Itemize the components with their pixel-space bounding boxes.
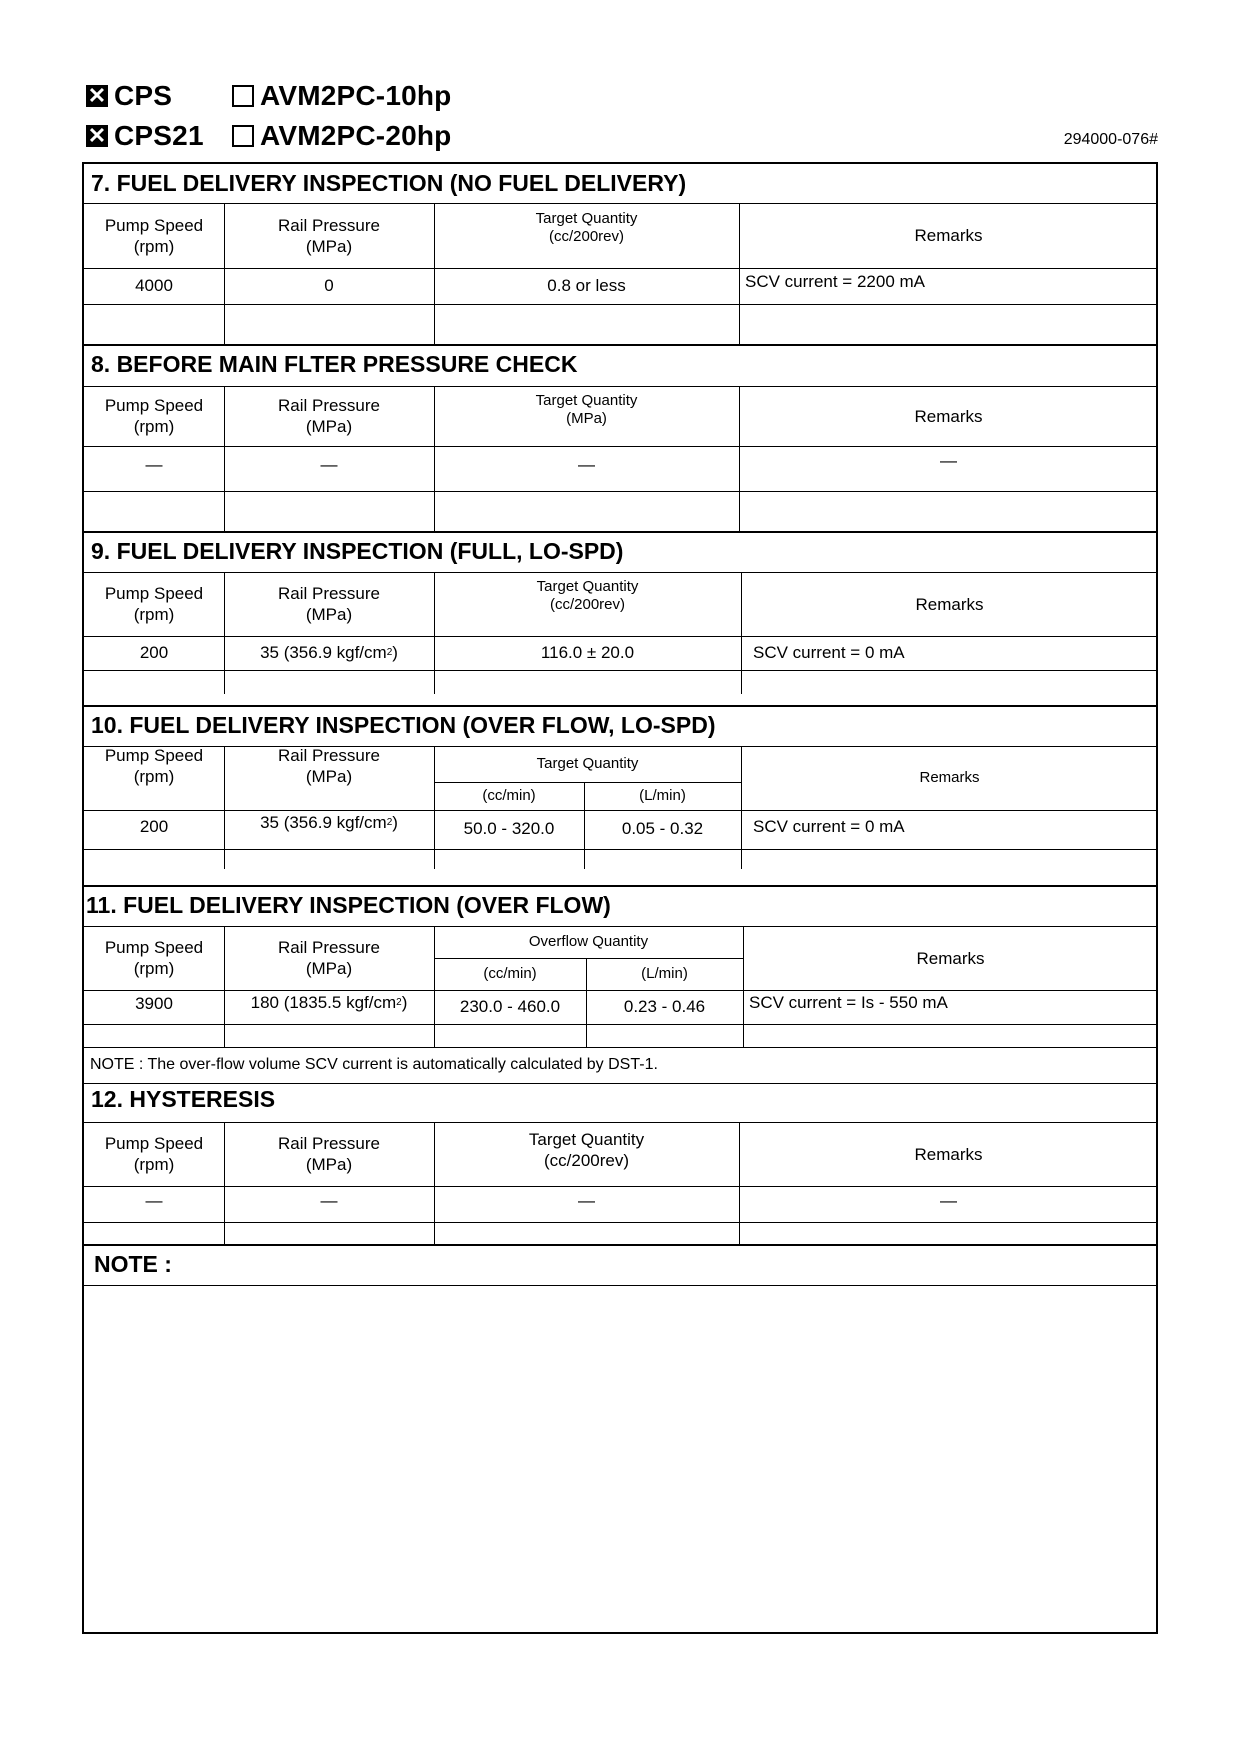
header-label: Pump Speed bbox=[104, 938, 204, 957]
value-pump-speed: — bbox=[145, 455, 163, 474]
document-number: 294000-076# bbox=[1063, 131, 1158, 148]
header-unit: (MPa) bbox=[305, 767, 353, 786]
section-7-title: 7. FUEL DELIVERY INSPECTION (NO FUEL DELIVERY) bbox=[91, 170, 687, 196]
header-unit: (MPa) bbox=[305, 1155, 353, 1174]
checkbox-checked-icon[interactable]: ✕ bbox=[87, 123, 107, 148]
header-unit: (rpm) bbox=[133, 1155, 175, 1174]
col-rail-pressure bbox=[224, 203, 434, 268]
option-label: AVM2PC-10hp bbox=[260, 80, 452, 111]
header-unit: (rpm) bbox=[133, 767, 175, 786]
header-label: Pump Speed bbox=[104, 584, 204, 603]
header-unit: (cc/200rev) bbox=[543, 1151, 630, 1170]
header-unit: (cc/200rev) bbox=[548, 228, 625, 245]
value-pump-speed: 4000 bbox=[135, 276, 173, 295]
col-target-quantity bbox=[434, 386, 739, 434]
pressure-text: ) bbox=[392, 813, 398, 832]
pressure-text: ) bbox=[392, 643, 398, 662]
col-rail-pressure bbox=[224, 386, 434, 446]
section-8-title: 8. BEFORE MAIN FLTER PRESSURE CHECK bbox=[91, 351, 578, 377]
checkbox-checked-icon[interactable]: ✕ bbox=[87, 83, 107, 108]
section-9-title: 9. FUEL DELIVERY INSPECTION (FULL, LO-SPD) bbox=[91, 538, 624, 564]
col-remarks: Remarks bbox=[914, 226, 983, 245]
header-label: Pump Speed bbox=[104, 746, 204, 765]
overflow-note: NOTE : The over-flow volume SCV current is automatically calculated by DST-1. bbox=[90, 1056, 658, 1073]
value-pump-speed: 200 bbox=[139, 817, 169, 836]
value-target-quantity: 116.0 ± 20.0 bbox=[540, 643, 635, 662]
header-label: Target Quantity bbox=[535, 392, 638, 409]
checkbox-empty-icon[interactable] bbox=[232, 125, 254, 147]
value-pump-speed: — bbox=[145, 1191, 163, 1210]
value-remarks: — bbox=[940, 1191, 957, 1210]
option-cps21[interactable] bbox=[86, 120, 204, 152]
col-remarks: Remarks bbox=[916, 948, 985, 968]
col-cc-min: (cc/min) bbox=[482, 787, 536, 804]
header-unit: (rpm) bbox=[133, 236, 175, 256]
header-label: Pump Speed bbox=[104, 396, 204, 415]
col-target-quantity bbox=[434, 203, 739, 253]
option-avm2pc-10hp[interactable] bbox=[232, 80, 452, 112]
option-avm2pc-20hp[interactable] bbox=[232, 120, 452, 152]
header-unit: (MPa) bbox=[305, 959, 353, 978]
header-label: Rail Pressure bbox=[277, 215, 381, 235]
header-label: Rail Pressure bbox=[277, 584, 381, 603]
section-11-title: 11. FUEL DELIVERY INSPECTION (OVER FLOW) bbox=[86, 892, 611, 918]
value-target-quantity: 0.8 or less bbox=[547, 276, 626, 295]
value-remarks: SCV current = Is - 550 mA bbox=[749, 993, 948, 1012]
col-remarks: Remarks bbox=[914, 406, 983, 426]
col-pump-speed bbox=[84, 572, 224, 636]
value-l-min: 0.23 - 0.46 bbox=[623, 997, 706, 1016]
header-unit: (rpm) bbox=[133, 605, 175, 624]
col-overflow-quantity: Overflow Quantity bbox=[528, 933, 649, 950]
option-label: AVM2PC-20hp bbox=[260, 120, 452, 151]
pressure-text: ) bbox=[401, 993, 408, 1012]
inspection-sheet bbox=[82, 162, 1158, 1634]
header-unit: (MPa) bbox=[305, 417, 353, 436]
value-rail-pressure: 35 (356.9 kgf/cm 2 ) bbox=[260, 643, 398, 662]
value-target-quantity: — bbox=[578, 455, 595, 474]
col-rail-pressure bbox=[224, 926, 434, 990]
pressure-text: 35 (356.9 kgf/cm bbox=[260, 643, 387, 662]
value-remarks: SCV current = 2200 mA bbox=[745, 272, 926, 291]
col-l-min: (L/min) bbox=[639, 787, 686, 804]
header-label: Target Quantity bbox=[528, 1130, 645, 1149]
value-cc-min: 50.0 - 320.0 bbox=[463, 819, 555, 838]
header-unit: (MPa) bbox=[305, 605, 353, 624]
value-remarks: — bbox=[940, 451, 957, 470]
col-rail-pressure bbox=[224, 572, 434, 636]
option-label: CPS bbox=[114, 80, 173, 111]
col-pump-speed bbox=[84, 1122, 224, 1186]
col-remarks: Remarks bbox=[915, 594, 984, 614]
option-cps[interactable] bbox=[86, 80, 172, 112]
header-unit: (rpm) bbox=[133, 959, 175, 978]
value-rail-pressure: 180 (1835.5 kgf/cm 2 ) bbox=[250, 993, 408, 1012]
value-remarks: SCV current = 0 mA bbox=[753, 817, 905, 836]
value-pump-speed: 3900 bbox=[135, 994, 173, 1013]
header-label: Target Quantity bbox=[536, 578, 639, 595]
header-label: Target Quantity bbox=[535, 210, 638, 227]
option-label: CPS21 bbox=[114, 120, 204, 151]
header-unit: (MPa) bbox=[305, 236, 353, 256]
header-label: Pump Speed bbox=[104, 1134, 204, 1153]
value-rail-pressure: 35 (356.9 kgf/cm 2 ) bbox=[260, 813, 398, 832]
col-l-min: (L/min) bbox=[641, 965, 688, 982]
col-pump-speed bbox=[84, 203, 224, 268]
col-cc-min: (cc/min) bbox=[483, 965, 537, 982]
col-rail-pressure bbox=[224, 1122, 434, 1186]
value-cc-min: 230.0 - 460.0 bbox=[459, 997, 561, 1016]
header-label: Rail Pressure bbox=[277, 1134, 381, 1153]
value-l-min: 0.05 - 0.32 bbox=[621, 819, 704, 838]
header-unit: (cc/200rev) bbox=[549, 596, 626, 613]
header-unit: (rpm) bbox=[133, 417, 175, 436]
header-label: Rail Pressure bbox=[277, 938, 381, 957]
col-pump-speed bbox=[84, 386, 224, 446]
value-remarks: SCV current = 0 mA bbox=[753, 643, 905, 662]
value-rail-pressure: — bbox=[320, 455, 338, 474]
section-10-title: 10. FUEL DELIVERY INSPECTION (OVER FLOW, LO-SPD) bbox=[91, 712, 716, 738]
col-remarks: Remarks bbox=[919, 769, 980, 786]
col-pump-speed bbox=[84, 926, 224, 990]
header-unit: (MPa) bbox=[566, 410, 607, 427]
value-pump-speed: 200 bbox=[139, 643, 169, 662]
value-rail-pressure: — bbox=[320, 1191, 338, 1210]
col-pump-speed bbox=[84, 746, 224, 786]
pressure-text: 35 (356.9 kgf/cm bbox=[260, 813, 387, 832]
col-remarks: Remarks bbox=[914, 1144, 983, 1164]
header-label: Rail Pressure bbox=[277, 396, 381, 415]
value-target-quantity: — bbox=[578, 1191, 595, 1210]
col-target-quantity bbox=[434, 572, 741, 620]
note-title: NOTE : bbox=[94, 1251, 172, 1277]
col-rail-pressure bbox=[224, 746, 434, 786]
header-label: Rail Pressure bbox=[277, 746, 381, 765]
value-rail-pressure: 0 bbox=[324, 276, 334, 295]
col-target-quantity bbox=[434, 1122, 739, 1178]
header-label: Pump Speed bbox=[104, 215, 204, 235]
pressure-text: 180 (1835.5 kgf/cm bbox=[250, 993, 397, 1012]
section-12-title: 12. HYSTERESIS bbox=[91, 1086, 276, 1112]
col-target-quantity: Target Quantity bbox=[536, 755, 639, 772]
checkbox-empty-icon[interactable] bbox=[232, 85, 254, 107]
